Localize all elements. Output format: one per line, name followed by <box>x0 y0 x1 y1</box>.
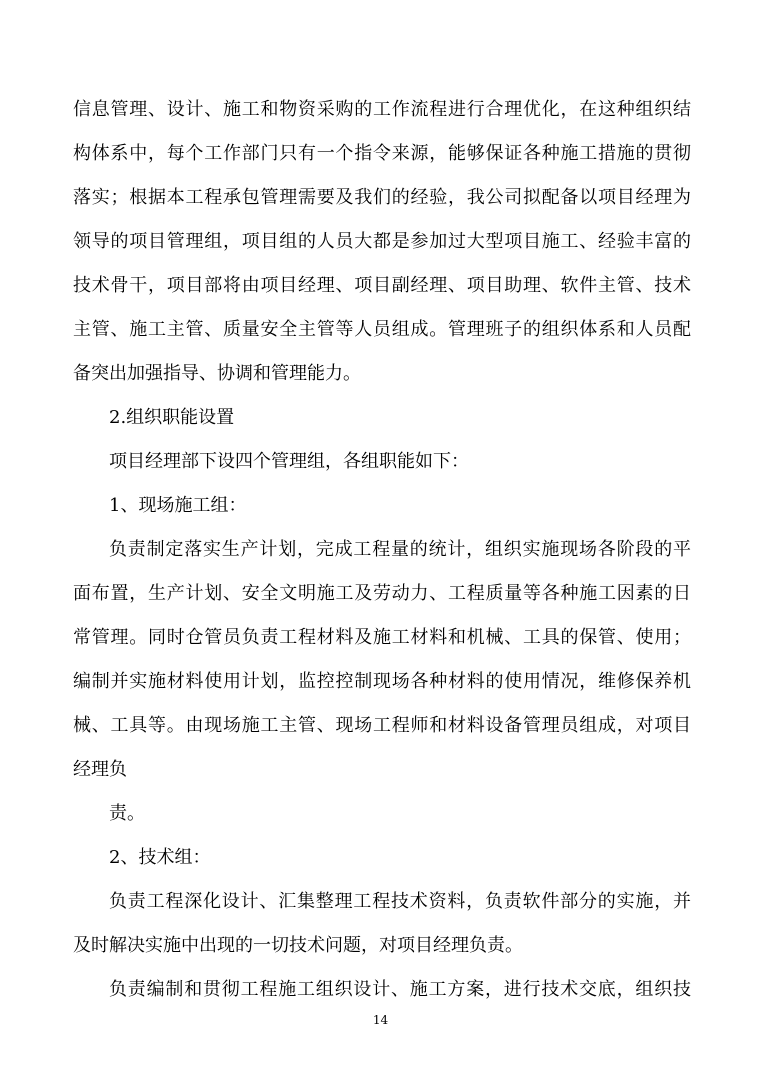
subsection-heading: 2、技术组： <box>109 847 211 868</box>
body-text-line: 备突出加强指导、协调和管理能力。 <box>73 363 361 384</box>
body-text-line: 常管理。同时仓管员负责工程材料及施工材料和机械、工具的保管、使用； <box>73 627 691 648</box>
body-text-line: 构体系中，每个工作部门只有一个指令来源，能够保证各种施工措施的贯彻 <box>73 143 691 164</box>
body-text-line: 落实；根据本工程承包管理需要及我们的经验，我公司拟配备以项目经理为 <box>73 187 691 208</box>
body-text-line: 技术骨干，项目部将由项目经理、项目副经理、项目助理、软件主管、技术 <box>73 275 691 296</box>
body-text-line: 领导的项目管理组，项目组的人员大都是参加过大型项目施工、经验丰富的 <box>73 231 691 252</box>
body-text-line: 项目经理部下设四个管理组，各组职能如下： <box>109 451 469 472</box>
section-heading: 2.组织职能设置 <box>109 407 235 428</box>
body-text-line: 编制并实施材料使用计划，监控控制现场各种材料的使用情况，维修保养机 <box>73 671 691 692</box>
body-text-line: 负责制定落实生产计划，完成工程量的统计，组织实施现场各阶段的平 <box>109 539 691 560</box>
body-text-line: 信息管理、设计、施工和物资采购的工作流程进行合理优化，在这种组织结 <box>73 99 691 120</box>
body-text-line: 责。 <box>109 803 145 824</box>
body-text-line: 及时解决实施中出现的一切技术问题，对项目经理负责。 <box>73 935 523 956</box>
body-text-line: 负责工程深化设计、汇集整理工程技术资料，负责软件部分的实施，并 <box>109 891 691 912</box>
body-text-line: 负责编制和贯彻工程施工组织设计、施工方案，进行技术交底，组织技 <box>109 979 691 1000</box>
body-text-line: 经理负 <box>73 759 127 780</box>
subsection-heading: 1、现场施工组： <box>109 495 247 516</box>
body-text-line: 主管、施工主管、质量安全主管等人员组成。管理班子的组织体系和人员配 <box>73 319 691 340</box>
page-number: 14 <box>372 1013 389 1027</box>
body-text-line: 械、工具等。由现场施工主管、现场工程师和材料设备管理员组成，对项目 <box>73 715 691 736</box>
body-text-line: 面布置，生产计划、安全文明施工及劳动力、工程质量等各种施工因素的日 <box>73 583 691 604</box>
